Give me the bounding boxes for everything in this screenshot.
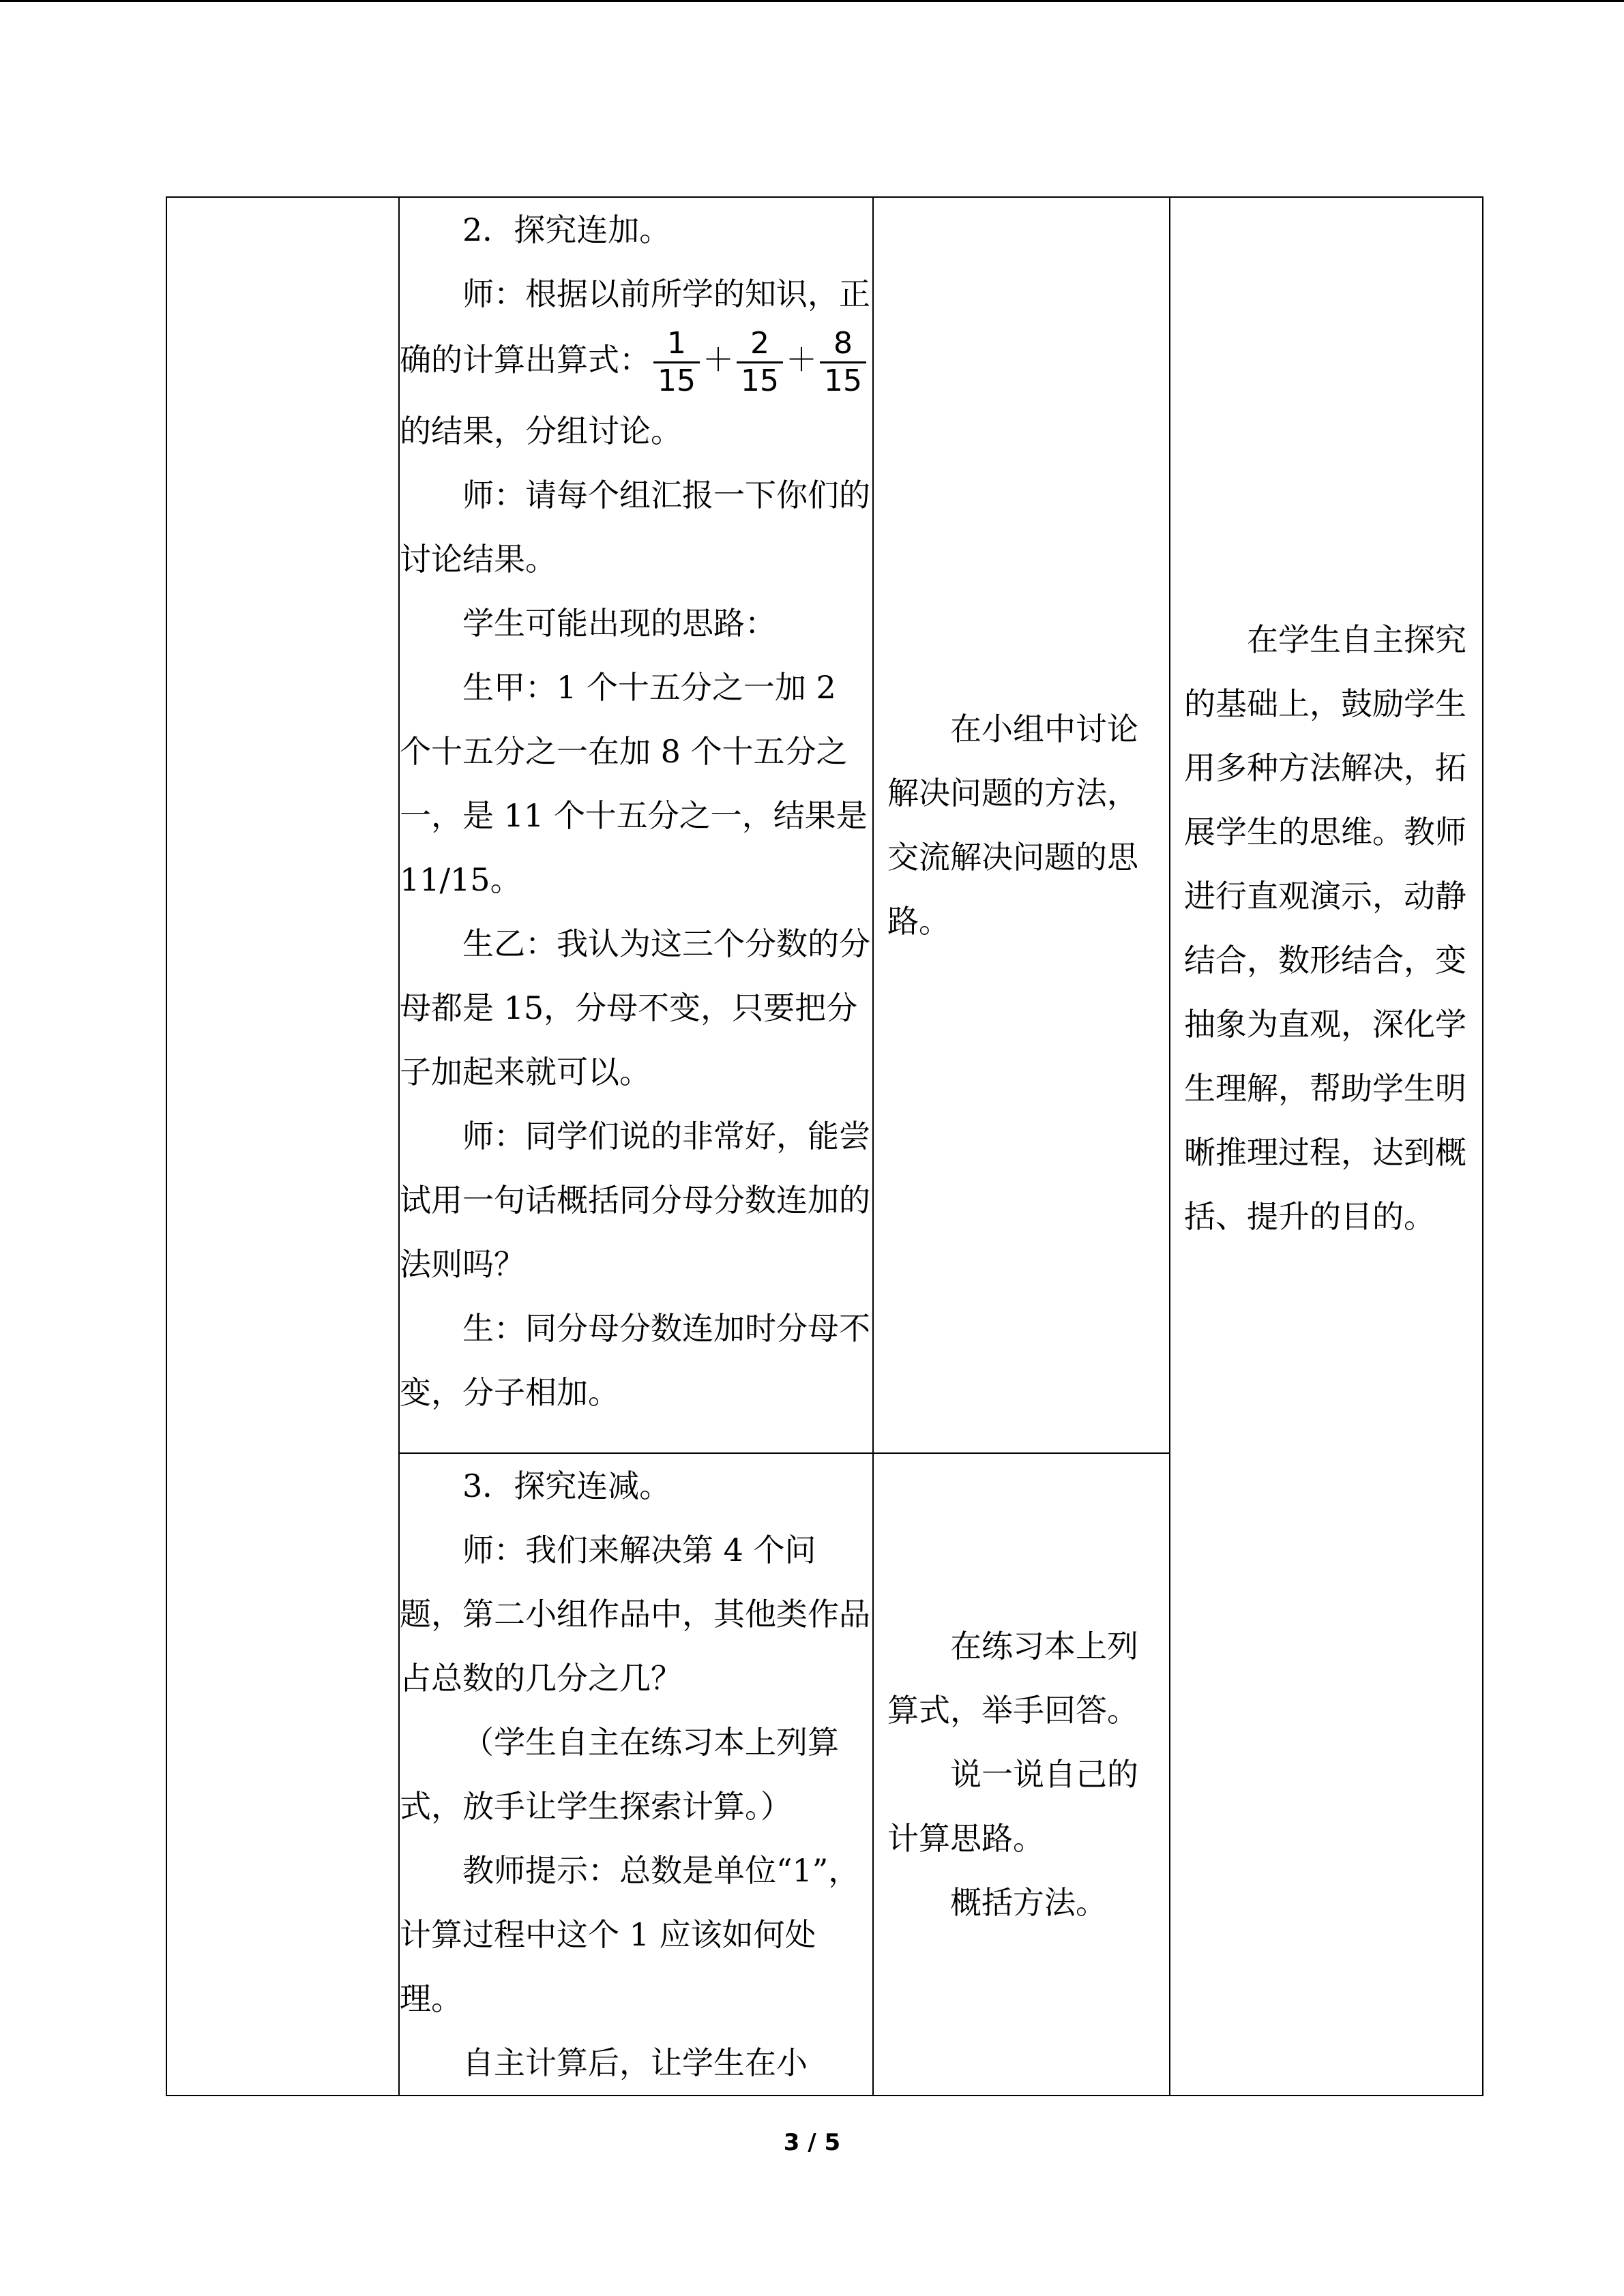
follow-up-text: 自主计算后，让学生在小 — [462, 2044, 808, 2081]
activity-note: （学生自主在练习本上列算式，放手让学生探索计算。） — [400, 1724, 839, 1825]
student-rule: 生：同分母分数连加时分母不变，分子相加。 — [400, 1310, 870, 1411]
design-intent-text: 在学生自主探究的基础上，鼓励学生用多种方法解决，拓展学生的思维。教师进行直观演示，动静结合，数形结合，变抽象为直观，深化学生理解，帮助学生明晰推理过程，达到概括、提升的目的。 — [1184, 621, 1466, 1235]
student-b-answer: 生乙：我认为这三个分数的分母都是 15，分母不变，只要把分子加起来就可以。 — [400, 925, 870, 1090]
fraction-denominator: 15 — [824, 363, 862, 398]
student-a-answer: 生甲：1 个十五分之一加 2 个十五分之一在加 8 个十五分之一，是 11 个十五分之一，结果是 11/15。 — [400, 669, 868, 898]
fraction-numerator: 2 — [750, 326, 769, 361]
student-activity-cell-addition — [873, 197, 1170, 1453]
page-number: 3 / 5 — [783, 2129, 841, 2156]
student-activity-line: 说一说自己的计算思路。 — [887, 1756, 1138, 1857]
student-activity-line: 在练习本上列算式，举手回答。 — [887, 1628, 1138, 1729]
student-activity-cell-subtraction — [873, 1453, 1170, 2096]
section-heading: 3．探究连减。 — [462, 1467, 671, 1504]
section-heading: 2．探究连加。 — [462, 211, 671, 248]
student-activity-line: 概括方法。 — [950, 1884, 1107, 1921]
student-activity-text: 在小组中讨论解决问题的方法，交流解决问题的思路。 — [887, 711, 1138, 940]
teacher-hint: 教师提示：总数是单位“1”，计算过程中这个 1 应该如何处理。 — [400, 1852, 860, 2017]
fraction-denominator: 15 — [741, 363, 779, 398]
teaching-process-cell-addition — [399, 197, 873, 1453]
design-intent-content — [1170, 198, 1482, 2095]
teacher-report-request: 师：请每个组汇报一下你们的讨论结果。 — [400, 477, 870, 578]
fraction — [737, 326, 783, 399]
fraction-denominator: 15 — [658, 363, 696, 398]
teacher-question — [400, 262, 872, 463]
fraction — [820, 326, 866, 399]
fraction-numerator: 8 — [833, 326, 853, 361]
teacher-question: 师：我们来解决第 4 个问题，第二小组作品中，其他类作品占总数的几分之几？ — [400, 1532, 870, 1697]
plus-sign: ＋ — [703, 341, 734, 378]
student-activity-content — [874, 1454, 1169, 2095]
teacher-question-suffix: 的结果，分组讨论。 — [400, 413, 682, 449]
student-ideas-intro: 学生可能出现的思路： — [462, 605, 776, 642]
table-row — [166, 197, 1483, 1453]
teacher-question-text: 师：根据以前所学的知识，正确的计算出算式： — [400, 275, 870, 378]
plus-sign: ＋ — [786, 341, 817, 378]
lesson-plan-table — [166, 196, 1483, 2096]
teacher-praise: 师：同学们说的非常好，能尝试用一句话概括同分母分数连加的法则吗？ — [400, 1118, 870, 1283]
stage-column-cell — [166, 197, 399, 2096]
top-border-line — [0, 0, 1624, 2]
teaching-process-cell-subtraction — [399, 1453, 873, 2096]
design-intent-cell — [1170, 197, 1483, 2096]
fraction-numerator: 1 — [667, 326, 686, 361]
student-activity-content — [874, 198, 1169, 1452]
fraction — [653, 326, 700, 399]
